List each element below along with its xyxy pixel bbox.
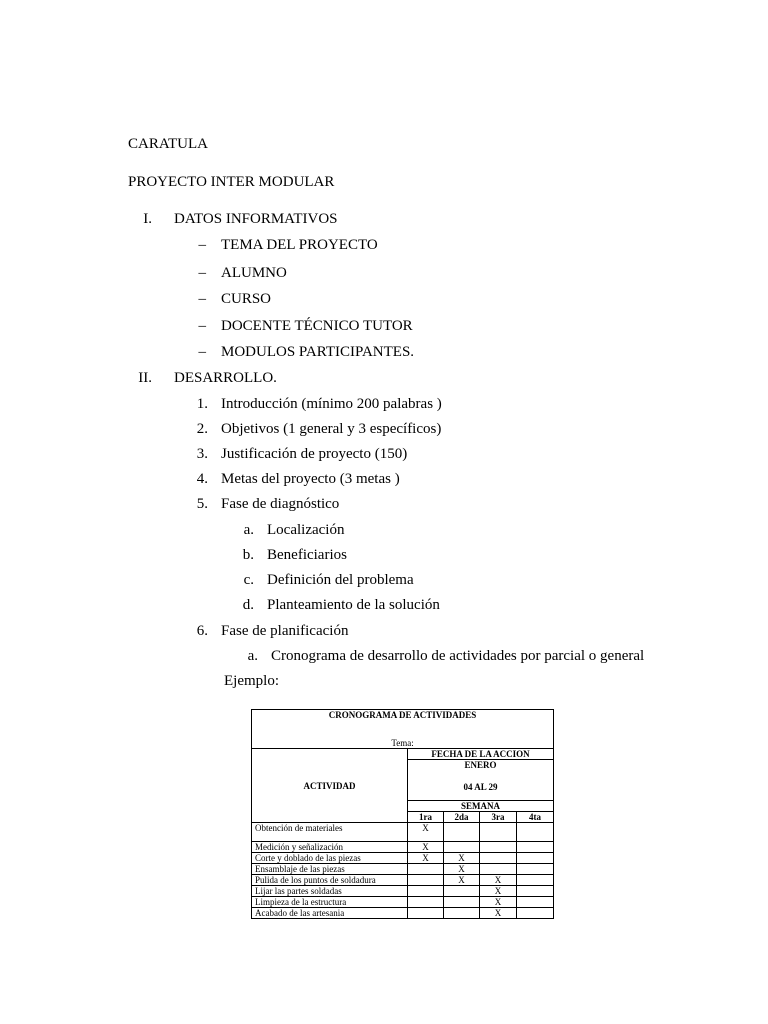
desarrollo-item: Introducción (mínimo 200 palabras ): [221, 396, 442, 412]
datos-item: CURSO: [221, 291, 272, 307]
diagnostico-subitem: Planteamiento de la solución: [267, 597, 440, 613]
mark-cell: [408, 875, 444, 886]
sub-letter: a.: [247, 648, 258, 664]
list-number: 4.: [196, 471, 208, 487]
mark-cell: [408, 886, 444, 897]
mark-cell: [517, 823, 554, 842]
mark-cell: [480, 864, 517, 875]
sub-letter: d.: [242, 597, 254, 613]
sub-letter: c.: [243, 572, 254, 588]
mark-cell: [444, 842, 480, 853]
datos-item: ALUMNO: [221, 265, 287, 281]
mark-cell: X: [480, 897, 517, 908]
activity-cell: Acabado de las artesania: [252, 908, 408, 919]
table-title-cell: [252, 710, 554, 749]
desarrollo-item: Metas del proyecto (3 metas ): [221, 471, 400, 487]
mark-cell: [444, 908, 480, 919]
mark-cell: X: [444, 875, 480, 886]
week-header: 4ta: [517, 812, 554, 823]
desarrollo-item: Fase de planificación: [221, 623, 349, 639]
table-title-row: [252, 710, 554, 749]
mark-cell: [480, 853, 517, 864]
activity-cell: Obtención de materiales: [252, 823, 408, 842]
desarrollo-item: Objetivos (1 general y 3 específicos): [221, 421, 442, 437]
list-number: 3.: [196, 446, 208, 462]
activity-cell: Pulida de los puntos de soldadura: [252, 875, 408, 886]
table-row: [252, 897, 554, 908]
bullet-dash: –: [198, 344, 206, 360]
sub-letter: a.: [243, 522, 254, 538]
week-header: 3ra: [480, 812, 517, 823]
table-row: [252, 875, 554, 886]
datos-item: DOCENTE TÉCNICO TUTOR: [221, 318, 413, 334]
mark-cell: [480, 823, 517, 842]
list-number: 5.: [196, 496, 208, 512]
bullet-dash: –: [198, 265, 206, 281]
table-row: [252, 864, 554, 875]
caratula-heading: CARATULA: [128, 136, 209, 152]
mark-cell: [444, 823, 480, 842]
mark-cell: [408, 864, 444, 875]
mark-cell: [480, 842, 517, 853]
mark-cell: X: [480, 908, 517, 919]
diagnostico-subitem: Definición del problema: [267, 572, 414, 588]
mark-cell: [517, 897, 554, 908]
mark-cell: [444, 886, 480, 897]
mes-label: ENERO: [464, 760, 497, 770]
mark-cell: [517, 842, 554, 853]
desarrollo-item: Fase de diagnóstico: [221, 496, 340, 512]
rango-label: 04 AL 29: [463, 782, 498, 792]
list-number: 1.: [196, 396, 208, 412]
mark-cell: X: [480, 875, 517, 886]
mark-cell: [517, 875, 554, 886]
activity-cell: Corte y doblado de las piezas: [252, 853, 408, 864]
cronograma-table: [251, 709, 554, 919]
section-1-numeral: I.: [143, 211, 152, 227]
section-2-title: DESARROLLO.: [174, 370, 277, 386]
datos-item: MODULOS PARTICIPANTES.: [221, 344, 415, 360]
mark-cell: X: [408, 823, 444, 842]
planificacion-subitem: Cronograma de desarrollo de actividades por parcial o general: [271, 648, 645, 664]
mark-cell: X: [444, 853, 480, 864]
mark-cell: X: [480, 886, 517, 897]
mark-cell: [517, 853, 554, 864]
table-row: [252, 842, 554, 853]
week-header: 2da: [444, 812, 480, 823]
list-number: 2.: [196, 421, 208, 437]
diagnostico-subitem: Localización: [267, 522, 345, 538]
bullet-dash: –: [198, 291, 206, 307]
ejemplo-label: Ejemplo:: [224, 673, 279, 689]
mark-cell: [408, 897, 444, 908]
mark-cell: X: [408, 842, 444, 853]
section-1-title: DATOS INFORMATIVOS: [174, 211, 338, 227]
activity-cell: Medición y señalización: [252, 842, 408, 853]
table-row: [252, 886, 554, 897]
mes-cell: [408, 760, 554, 801]
proyecto-heading: PROYECTO INTER MODULAR: [128, 174, 335, 190]
tema-label: Tema:: [391, 738, 414, 748]
table-title: CRONOGRAMA DE ACTIVIDADES: [328, 710, 477, 720]
fecha-row: [252, 749, 554, 760]
fecha-header: FECHA DE LA ACCION: [408, 749, 554, 760]
mark-cell: X: [444, 864, 480, 875]
activity-cell: Ensamblaje de las piezas: [252, 864, 408, 875]
diagnostico-subitem: Beneficiarios: [267, 547, 347, 563]
list-number: 6.: [196, 623, 208, 639]
mark-cell: [517, 886, 554, 897]
sub-letter: b.: [242, 547, 254, 563]
section-2-numeral: II.: [138, 370, 152, 386]
mark-cell: [408, 908, 444, 919]
mark-cell: [517, 864, 554, 875]
bullet-dash: –: [198, 237, 206, 253]
mark-cell: X: [408, 853, 444, 864]
semana-header: SEMANA: [408, 801, 554, 812]
activity-cell: Lijar las partes soldadas: [252, 886, 408, 897]
mark-cell: [444, 897, 480, 908]
actividad-header: ACTIVIDAD: [252, 749, 408, 823]
table-row: [252, 823, 554, 842]
week-header: 1ra: [408, 812, 444, 823]
activity-cell: Limpieza de la estructura: [252, 897, 408, 908]
bullet-dash: –: [198, 318, 206, 334]
mark-cell: [517, 908, 554, 919]
table-row: [252, 853, 554, 864]
desarrollo-item: Justificación de proyecto (150): [221, 446, 408, 462]
table-row: [252, 908, 554, 919]
datos-item: TEMA DEL PROYECTO: [221, 237, 378, 253]
